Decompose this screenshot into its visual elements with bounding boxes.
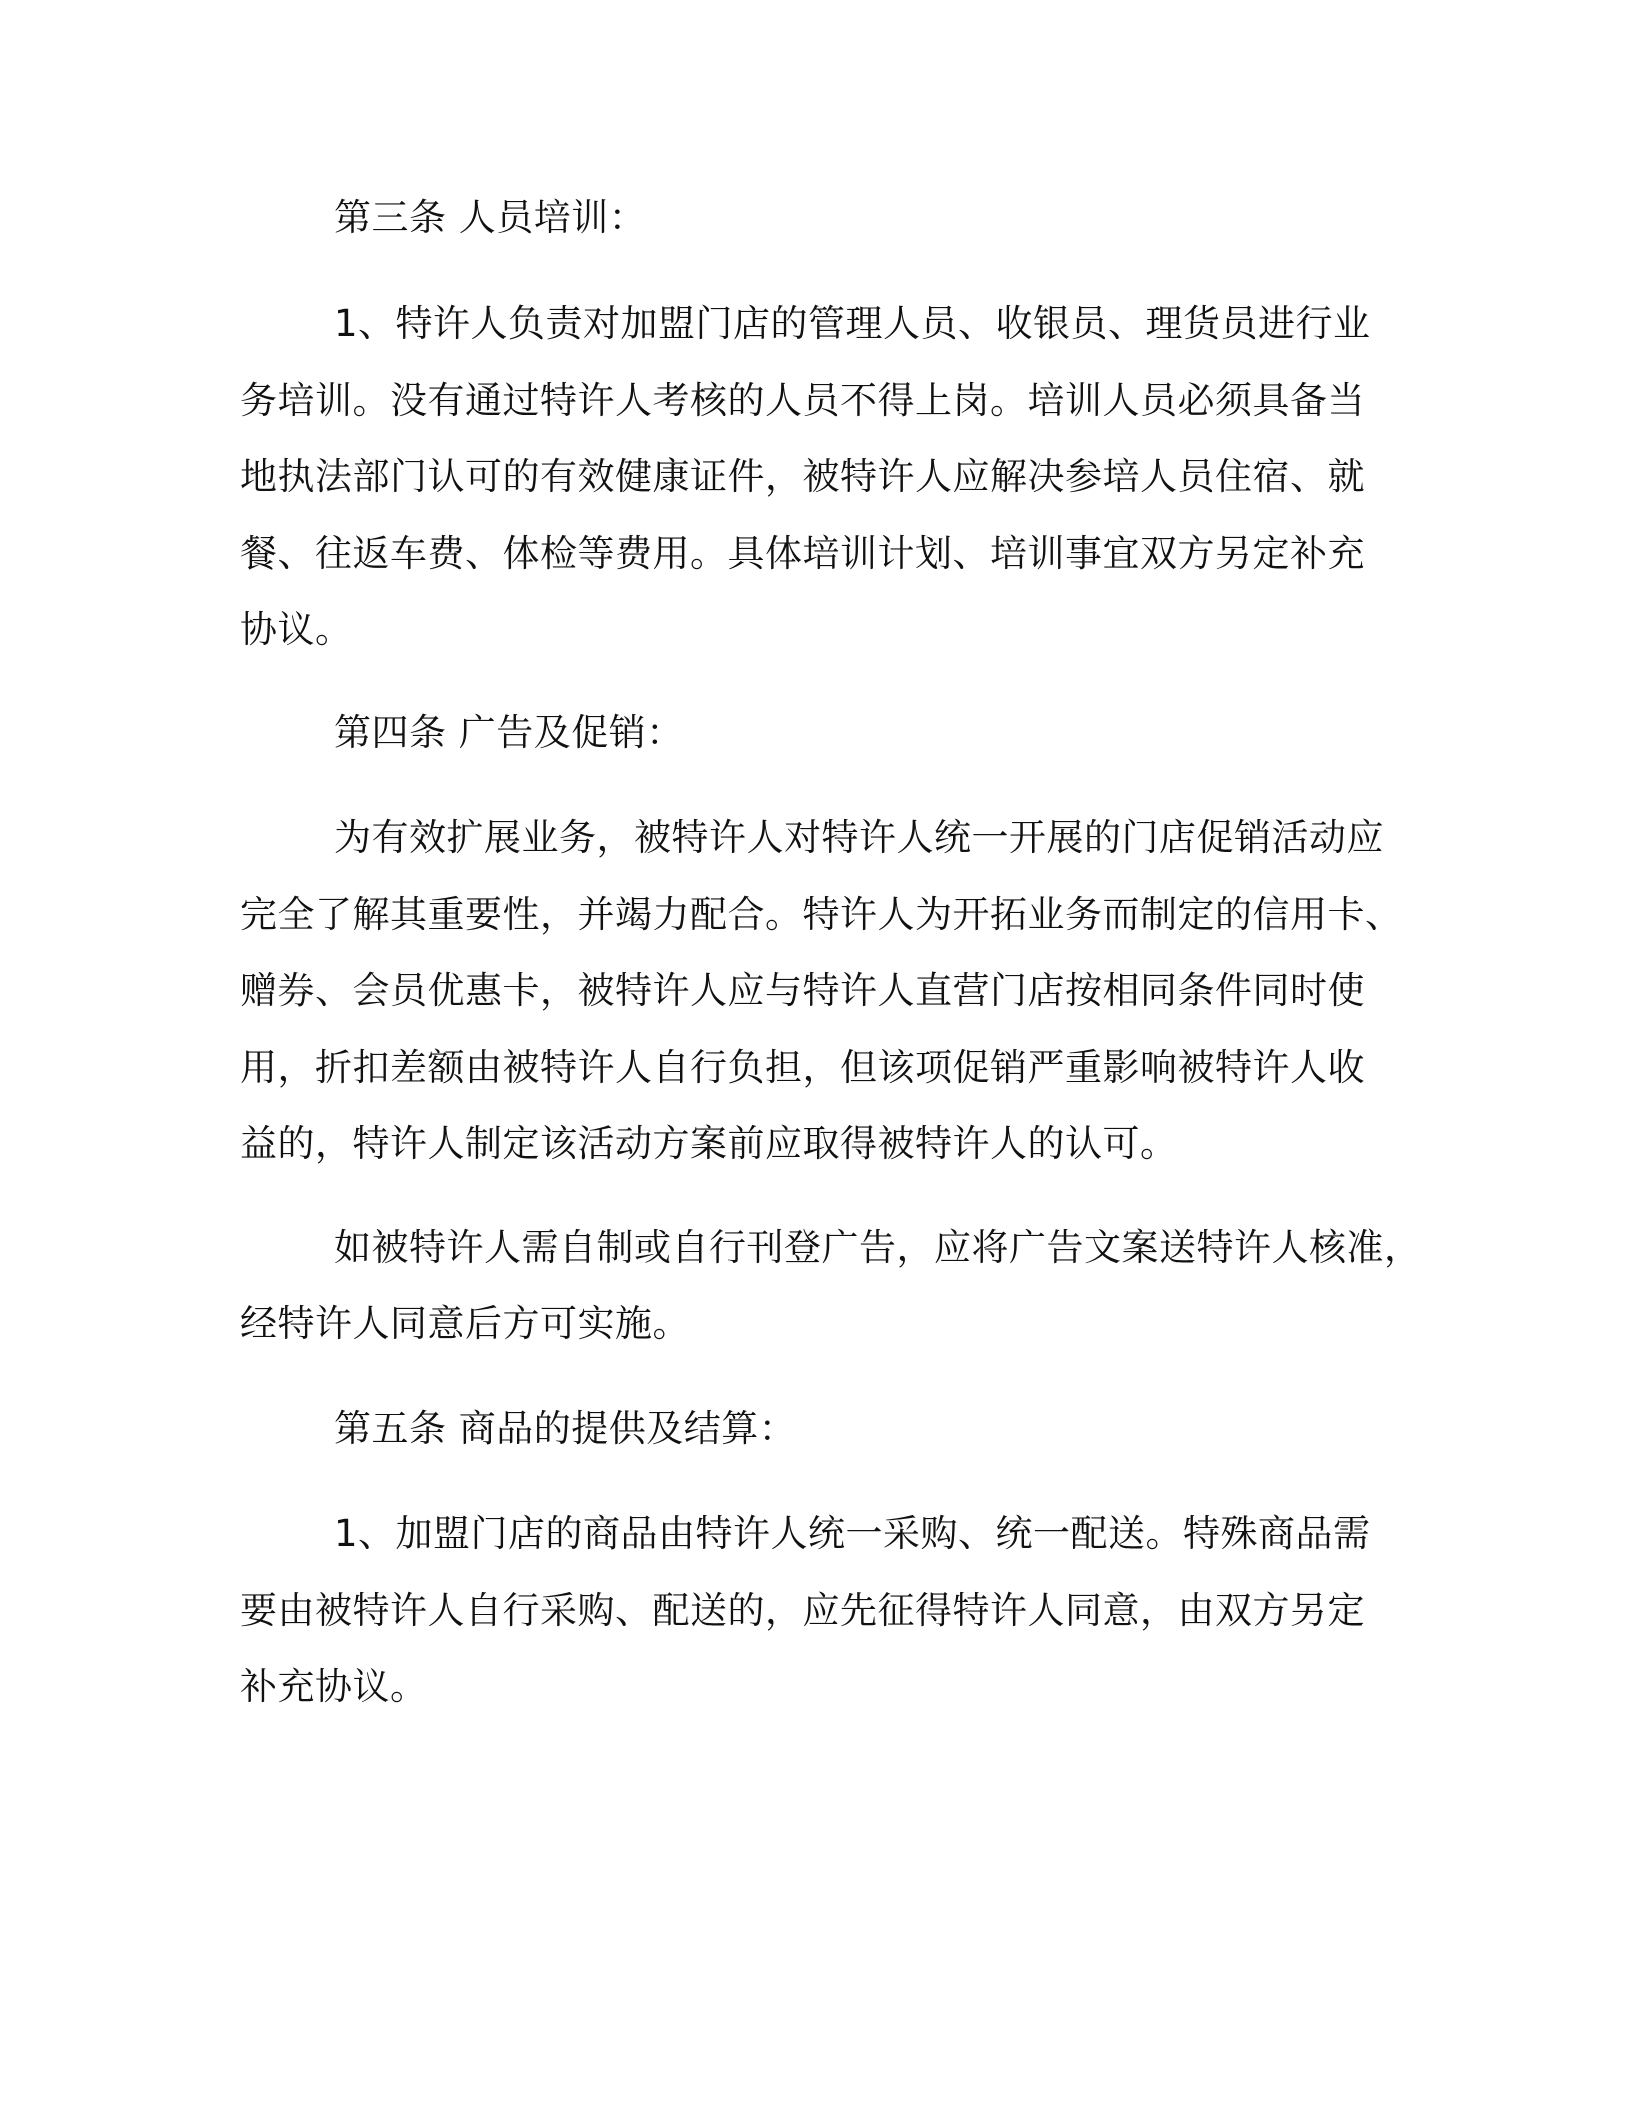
section-4-para-1-line-2: 完全了解其重要性，并竭力配合。特许人为开拓业务而制定的信用卡、 <box>240 893 1403 936</box>
section-4-para-1-line-5: 益的，特许人制定该活动方案前应取得被特许人的认可。 <box>240 1122 1178 1165</box>
section-5-para-1-line-3: 补充协议。 <box>240 1665 428 1708</box>
section-3-para-1-line-4: 餐、往返车费、体检等费用。具体培训计划、培训事宜双方另定补充 <box>240 532 1365 575</box>
section-5-para-1-line-1: 1、加盟门店的商品由特许人统一采购、统一配送。特殊商品需 <box>334 1512 1371 1555</box>
section-5-heading: 第五条 商品的提供及结算： <box>334 1407 797 1450</box>
section-5-para-1-line-2: 要由被特许人自行采购、配送的，应先征得特许人同意，由双方另定 <box>240 1589 1365 1632</box>
section-4-para-1-line-3: 赠券、会员优惠卡，被特许人应与特许人直营门店按相同条件同时使 <box>240 969 1365 1012</box>
section-3-heading: 第三条 人员培训： <box>334 196 647 239</box>
section-3-para-1-line-2: 务培训。没有通过特许人考核的人员不得上岗。培训人员必须具备当 <box>240 379 1365 422</box>
section-4-heading: 第四条 广告及促销： <box>334 711 684 754</box>
section-4-para-1-line-1: 为有效扩展业务，被特许人对特许人统一开展的门店促销活动应 <box>334 816 1384 859</box>
section-4-para-1-line-4: 用，折扣差额由被特许人自行负担，但该项促销严重影响被特许人收 <box>240 1046 1365 1089</box>
section-4-para-2-line-2: 经特许人同意后方可实施。 <box>240 1302 690 1345</box>
section-3-para-1-line-3: 地执法部门认可的有效健康证件，被特许人应解决参培人员住宿、就 <box>240 455 1365 498</box>
section-3-para-1-line-5: 协议。 <box>240 608 353 651</box>
section-4-para-2-line-1: 如被特许人需自制或自行刊登广告，应将广告文案送特许人核准， <box>334 1226 1422 1269</box>
section-3-para-1-line-1: 1、特许人负责对加盟门店的管理人员、收银员、理货员进行业 <box>334 302 1371 345</box>
